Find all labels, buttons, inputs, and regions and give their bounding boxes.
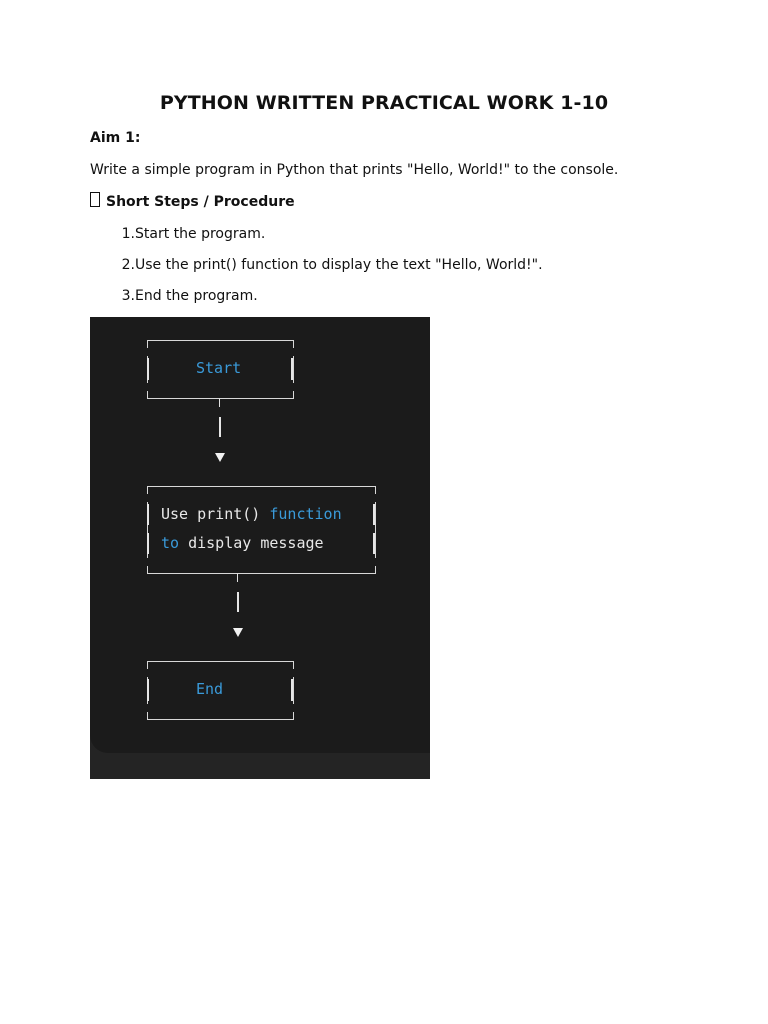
connector-line <box>219 398 220 407</box>
connector-line <box>237 573 238 582</box>
process-box-right-bar <box>373 533 375 554</box>
flowchart-code-panel <box>90 317 430 779</box>
end-box-left-bar <box>147 679 149 701</box>
process-box-left-bar <box>147 533 149 554</box>
steps-heading-label: Short Steps / Procedure <box>106 194 295 210</box>
steps-heading <box>90 192 295 210</box>
aim-label: Aim 1: <box>90 130 141 146</box>
process-text: display message <box>179 534 324 552</box>
list-item <box>90 255 543 286</box>
arrow-down-icon <box>215 453 225 462</box>
process-keyword: function <box>269 505 342 523</box>
start-label: Start <box>196 359 242 377</box>
process-line-1 <box>161 505 342 523</box>
step-text: Start the program. <box>135 226 266 242</box>
connector-bar <box>237 592 239 612</box>
step-number: 3. <box>121 288 135 304</box>
step-number: 2. <box>121 257 135 273</box>
start-box-right-bar <box>291 358 293 380</box>
start-box-left-bar <box>147 358 149 380</box>
process-box <box>147 486 376 574</box>
process-box-left-bar <box>147 504 149 525</box>
ascii-flowchart <box>90 317 430 753</box>
step-number: 1. <box>121 226 135 242</box>
end-box-right-bar <box>291 679 293 701</box>
steps-list <box>90 224 543 317</box>
missing-glyph-icon <box>90 192 100 207</box>
page-title: PYTHON WRITTEN PRACTICAL WORK 1-10 <box>159 92 609 114</box>
step-text: Use the print() function to display the text "Hello, World!". <box>135 257 543 273</box>
list-item <box>90 286 543 317</box>
aim-text: Write a simple program in Python that prints "Hello, World!" to the console. <box>90 162 619 178</box>
arrow-down-icon <box>233 628 243 637</box>
connector-bar <box>219 417 221 437</box>
end-label: End <box>196 680 224 698</box>
list-item <box>90 224 543 255</box>
process-text: Use print() <box>161 505 270 523</box>
process-line-2 <box>161 534 324 552</box>
step-text: End the program. <box>135 288 258 304</box>
process-box-right-bar <box>373 504 375 525</box>
process-keyword: to <box>161 534 180 552</box>
